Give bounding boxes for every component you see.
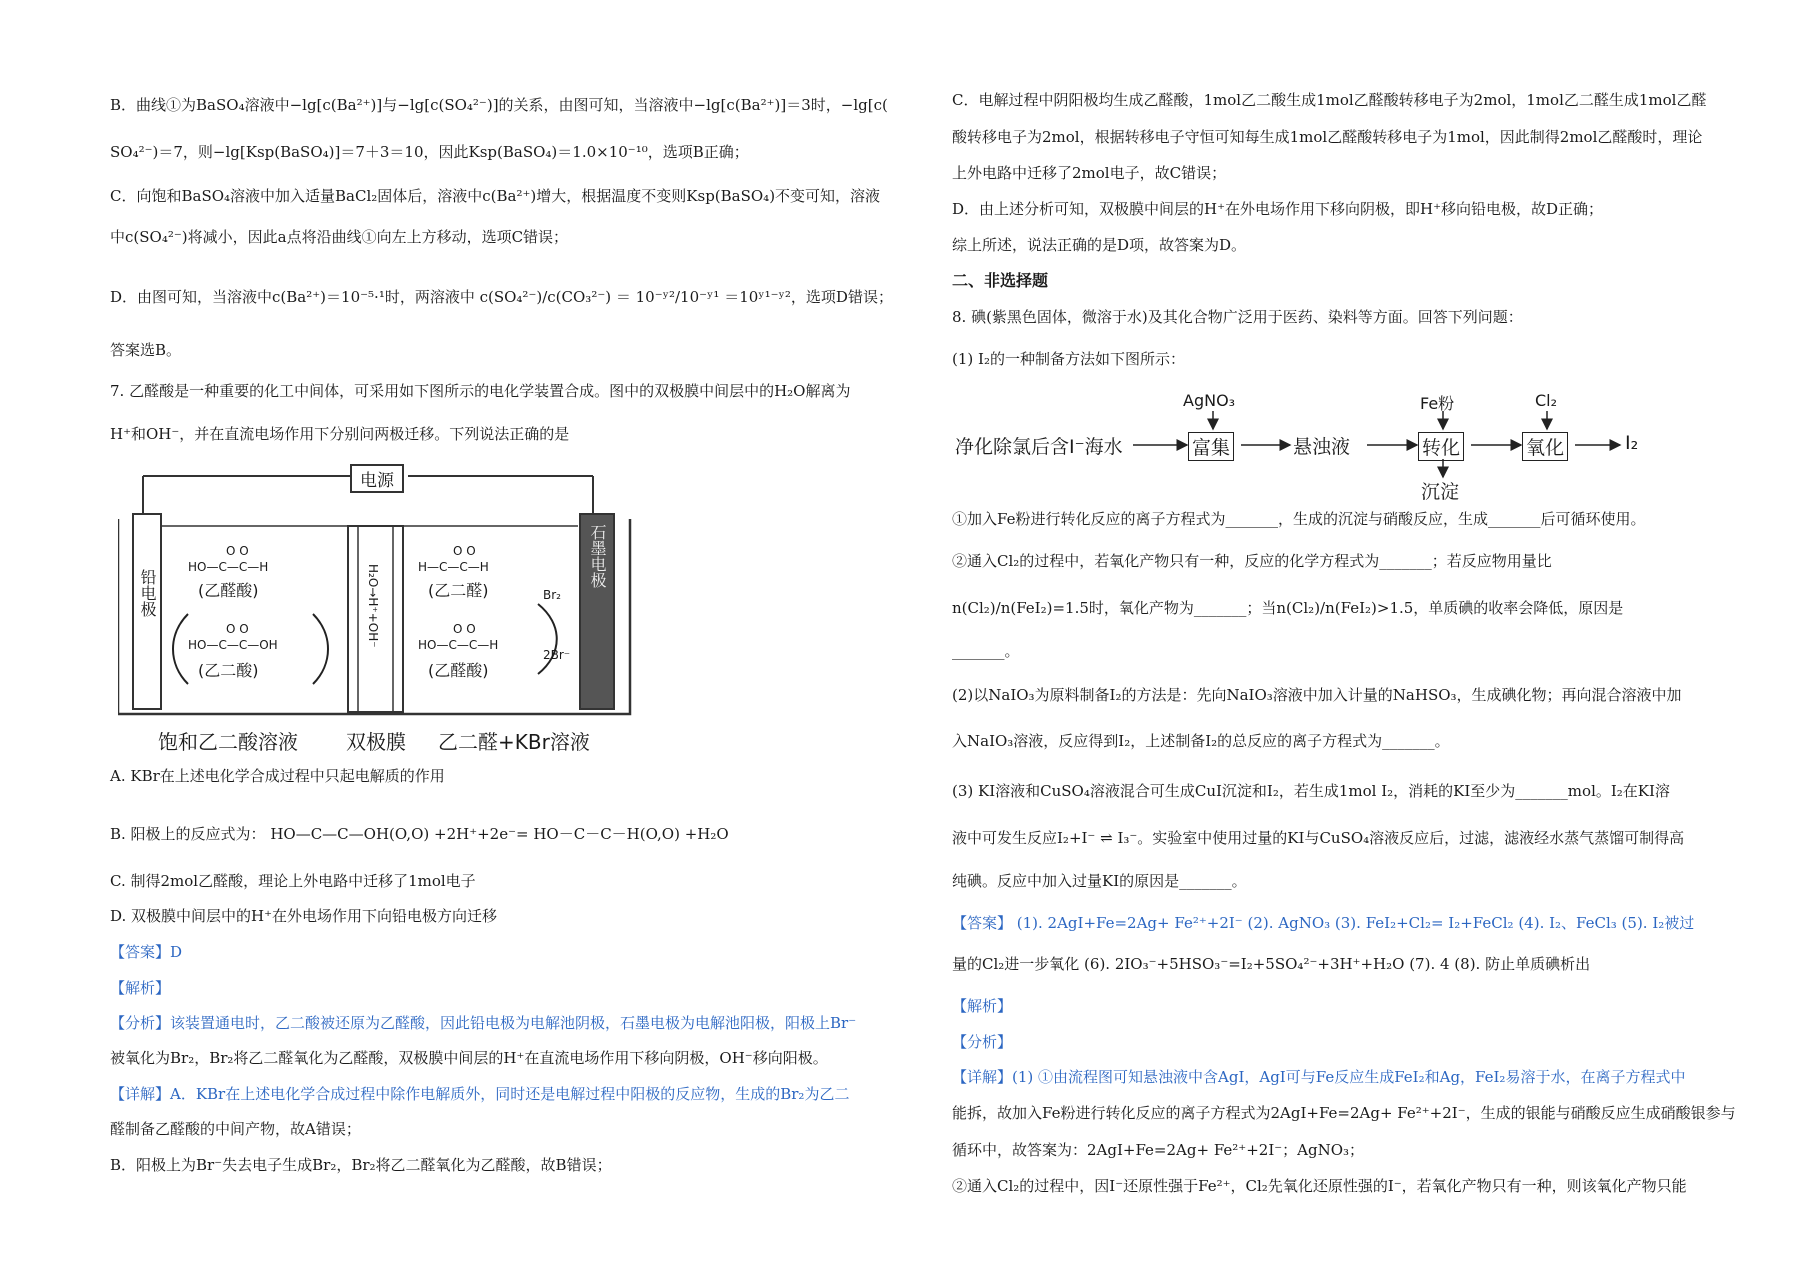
left-text-line: B．曲线①为BaSO₄溶液中−lg[c(Ba²⁺)]与−lg[c(SO₄²⁻)]的关系，由图可知，当溶液中−lg[c(Ba²⁺)]＝3时，−lg[c( <box>110 96 888 114</box>
right-text-line: ①加入Fe粉进行转化反应的离子方程式为_______，生成的沉淀与硝酸反应，生成_______后可循环使用。 <box>952 510 1646 528</box>
membrane-ions: H₂O→H⁺+OH⁻ <box>366 564 380 648</box>
left-text-line: C. 制得2mol乙醛酸，理论上外电路中迁移了1mol电子 <box>110 872 476 890</box>
left-text-line: 【详解】A．KBr在上述电化学合成过程中除作电解质外，同时还是电解过程中阳极的反应物，生成的Br₂为乙二 <box>110 1085 850 1103</box>
right-solution-label: 乙二醛+KBr溶液 <box>438 730 590 754</box>
left-top-formula: HO—C—C—H <box>188 560 269 574</box>
graphite-electrode-label: 石墨电极 <box>588 524 607 588</box>
right-text-line: 【分析】 <box>952 1033 1013 1051</box>
right-text-line: n(Cl₂)/n(FeI₂)=1.5时，氧化产物为_______；当n(Cl₂)/n(FeI₂)>1.5，单质碘的收率会降低，原因是 <box>952 599 1624 617</box>
flow-agno3: AgNO₃ <box>1183 391 1236 410</box>
flow-step-convert: 转化 <box>1418 432 1464 461</box>
right-top-formula: H—C—C—H <box>418 560 489 574</box>
right-text-line: 酸转移电子为2mol，根据转移电子守恒可知每生成1mol乙醛酸转移电子为1mol，因此制得2mol乙醛酸时，理论 <box>952 128 1703 146</box>
right-text-line: ②通入Cl₂的过程中，因I⁻还原性强于Fe²⁺，Cl₂先氧化还原性强的I⁻，若氧化产物只有一种，则该氧化产物只能 <box>952 1177 1687 1195</box>
lead-electrode-label: 铅电极 <box>138 569 157 617</box>
right-text-line: 综上所述，说法正确的是D项，故答案为D。 <box>952 236 1247 254</box>
right-text-line: 【详解】(1) ①由流程图可知悬浊液中含AgI，AgI可与Fe反应生成FeI₂和Ag，FeI₂易溶于水，在离子方程式中 <box>952 1068 1686 1086</box>
flow-start: 净化除氯后含I⁻海水 <box>955 436 1123 458</box>
flow-end-iodine: I₂ <box>1625 432 1639 454</box>
left-text-line: B．阳极上为Br⁻失去电子生成Br₂，Br₂将乙二醛氧化为乙醛酸，故B错误； <box>110 1156 612 1174</box>
right-text-line: 入NaIO₃溶液，反应得到I₂，上述制备I₂的总反应的离子方程式为_______。 <box>952 732 1450 750</box>
left-text-line: 7. 乙醛酸是一种重要的化工中间体，可采用如下图所示的电化学装置合成。图中的双极膜中间层中的H₂O解离为 <box>110 382 851 400</box>
right-text-line: (1) I₂的一种制备方法如下图所示： <box>952 350 1185 368</box>
right-text-line: 量的Cl₂进一步氧化 (6). 2IO₃⁻+5HSO₃⁻=I₂+5SO₄²⁻+3H⁺+H₂O (7). 4 (8). 防止单质碘析出 <box>952 955 1591 973</box>
left-text-line: B. 阳极上的反应式为： HO—C—C—OH(O,O) +2H⁺+2e⁻= HO－C－C－H(O,O) +H₂O <box>110 825 729 843</box>
right-text-line: 循环中，故答案为：2AgI+Fe=2Ag+ Fe²⁺+2I⁻；AgNO₃； <box>952 1141 1365 1159</box>
flow-precipitate: 沉淀 <box>1421 481 1460 503</box>
flow-suspension: 悬浊液 <box>1293 436 1351 458</box>
left-text-line: 中c(SO₄²⁻)将减小，因此a点将沿曲线①向左上方移动，选项C错误； <box>110 228 569 246</box>
right-text-line: (3) KI溶液和CuSO₄溶液混合可生成CuI沉淀和I₂，若生成1mol I₂，消耗的KI至少为_______mol。I₂在KI溶 <box>952 782 1670 800</box>
membrane-label: 双极膜 <box>346 730 406 754</box>
right-text-line: D．由上述分析可知，双极膜中间层的H⁺在外电场作用下移向阴极，即H⁺移向铅电极，故D正确； <box>952 200 1604 218</box>
right-text-line: _______。 <box>952 642 1020 660</box>
right-text-line: 8. 碘(紫黑色固体，微溶于水)及其化合物广泛用于医药、染料等方面。回答下列问题： <box>952 308 1523 326</box>
left-text-line: D. 双极膜中间层中的H⁺在外电场作用下向铅电极方向迁移 <box>110 907 498 925</box>
right-bottom-name: (乙醛酸) <box>428 661 489 680</box>
flow-step-oxidize: 氧化 <box>1522 432 1568 461</box>
o-marks-1: O O <box>226 544 249 558</box>
right-text-line: 上外电路中迁移了2mol电子，故C错误； <box>952 164 1227 182</box>
left-text-line: H⁺和OH⁻，并在直流电场作用下分别问两极迁移。下列说法正确的是 <box>110 425 570 443</box>
right-text-line: 液中可发生反应I₂+I⁻ ⇌ I₃⁻。实验室中使用过量的KI与CuSO₄溶液反应后，过滤，滤液经水蒸气蒸馏可制得高 <box>952 829 1685 847</box>
bromide-label: 2Br⁻ <box>543 648 571 662</box>
left-text-line: A. KBr在上述电化学合成过程中只起电解质的作用 <box>110 767 445 785</box>
right-text-line: 【答案】 (1). 2AgI+Fe=2Ag+ Fe²⁺+2I⁻ (2). AgNO₃ (3). FeI₂+Cl₂= I₂+FeCl₂ (4). I₂、FeCl₃ (5). I₂被过 <box>952 914 1695 932</box>
left-text-line: C．向饱和BaSO₄溶液中加入适量BaCl₂固体后，溶液中c(Ba²⁺)增大，根据温度不变则Ksp(BaSO₄)不变可知，溶液 <box>110 187 881 205</box>
left-text-line: 被氧化为Br₂，Br₂将乙二醛氧化为乙醛酸，双极膜中间层的H⁺在直流电场作用下移向阴极，OH⁻移向阳极。 <box>110 1049 828 1067</box>
left-text-line: D．由图可知，当溶液中c(Ba²⁺)＝10⁻⁵·¹时，两溶液中 c(SO₄²⁻)/c(CO₃²⁻) ＝ 10⁻ʸ²/10⁻ʸ¹ ＝10ʸ¹⁻ʸ²，选项D错误； <box>110 288 893 306</box>
electrochemical-apparatus-diagram <box>118 464 638 764</box>
right-text-line: ②通入Cl₂的过程中，若氧化产物只有一种，反应的化学方程式为_______；若反应物用量比 <box>952 552 1552 570</box>
flow-fe-powder: Fe粉 <box>1420 394 1455 413</box>
left-text-line: 【分析】该装置通电时，乙二酸被还原为乙醛酸，因此铅电极为电解池阴极，石墨电极为电解池阳极，阳极上Br⁻ <box>110 1014 857 1032</box>
right-text-line: C．电解过程中阴阳极均生成乙醛酸，1mol乙二酸生成1mol乙醛酸转移电子为2mol，1mol乙二醛生成1mol乙醛 <box>952 91 1707 109</box>
right-text-line: 纯碘。反应中加入过量KI的原因是_______。 <box>952 872 1247 890</box>
left-text-line: 答案选B。 <box>110 341 182 359</box>
right-text-line: (2)以NaIO₃为原料制备I₂的方法是：先向NaIO₃溶液中加入计量的NaHSO₃，生成碘化物；再向混合溶液中加 <box>952 686 1682 704</box>
left-text-line: SO₄²⁻)＝7，则−lg[Ksp(BaSO₄)]＝7＋3＝10，因此Ksp(BaSO₄)＝1.0×10⁻¹⁰，选项B正确； <box>110 143 749 161</box>
right-text-line: 【解析】 <box>952 997 1013 1015</box>
left-text-line: 【解析】 <box>110 979 171 997</box>
left-solution-label: 饱和乙二酸溶液 <box>158 730 298 754</box>
o-marks-2: O O <box>226 622 249 636</box>
left-bottom-name: (乙二酸) <box>198 661 259 680</box>
left-top-name: (乙醛酸) <box>198 581 259 600</box>
flow-cl2: Cl₂ <box>1535 391 1558 410</box>
left-bottom-formula: HO—C—C—OH <box>188 638 278 652</box>
left-text-line: 【答案】D <box>110 943 183 961</box>
right-text-line: 能拆，故加入Fe粉进行转化反应的离子方程式为2AgI+Fe=2Ag+ Fe²⁺+2I⁻，生成的银能与硝酸反应生成硝酸银参与 <box>952 1104 1736 1122</box>
o-marks-3: O O <box>453 544 476 558</box>
o-marks-4: O O <box>453 622 476 636</box>
power-source: 电源 <box>350 464 404 493</box>
flow-step-enrich: 富集 <box>1188 432 1234 461</box>
br2-label: Br₂ <box>543 588 561 602</box>
right-top-name: (乙二醛) <box>428 581 489 600</box>
left-text-line: 醛制备乙醛酸的中间产物，故A错误； <box>110 1120 361 1138</box>
right-text-line: 二、非选择题 <box>952 271 1049 290</box>
iodine-flow-diagram <box>955 385 1715 505</box>
right-bottom-formula: HO—C—C—H <box>418 638 499 652</box>
